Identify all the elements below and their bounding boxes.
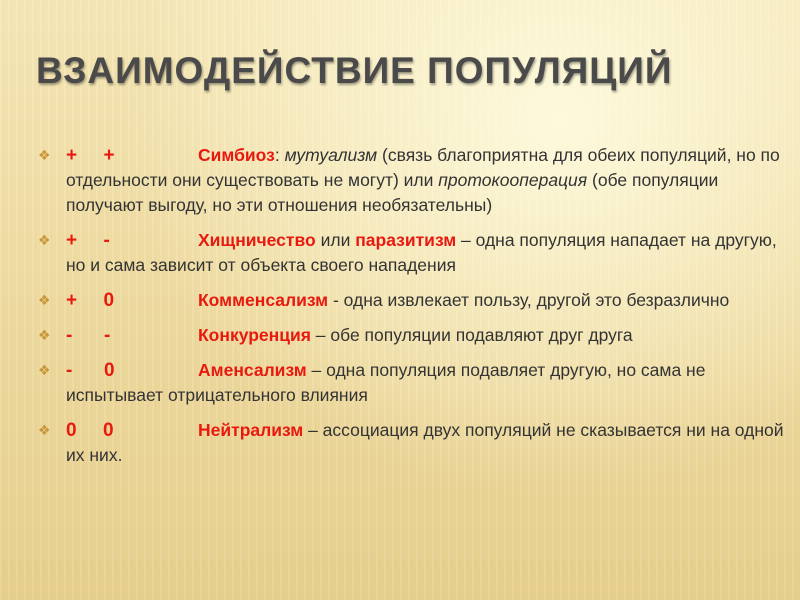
diamond-bullet-icon: ❖: [38, 147, 51, 163]
diamond-bullet-icon: ❖: [38, 292, 51, 308]
item-text: – ассоциация двух популяций не сказывается ни на одной их них.: [66, 420, 784, 465]
interaction-signs: + 0: [66, 290, 115, 311]
item-text: – обе популяции подавляют друг друга: [310, 325, 633, 345]
item-text: (связь благоприятна для обеих популяций, но по отдельности они существовать не могут) или: [66, 145, 780, 190]
diamond-bullet-icon: ❖: [38, 422, 51, 438]
interaction-signs: + -: [66, 230, 110, 251]
diamond-bullet-icon: ❖: [38, 232, 51, 248]
term-amensalism: Аменсализм: [198, 360, 307, 380]
item-text: – одна популяция подавляет другую, но сама не испытывает отрицательного влияния: [66, 360, 706, 405]
list-item-predation: [38, 228, 788, 278]
item-text: - одна извлекает пользу, другой это безразлично: [328, 290, 730, 310]
term-mutualism: мутуализм: [284, 145, 378, 165]
list-item-neutralism: [38, 418, 788, 468]
interaction-signs: - -: [66, 325, 111, 346]
list-item-competition: [38, 323, 788, 348]
term-protocooperation: протокооперация: [438, 170, 588, 190]
diamond-bullet-icon: ❖: [38, 327, 51, 343]
interaction-list: [38, 143, 788, 478]
interaction-signs: - 0: [66, 360, 115, 381]
slide-header: [36, 50, 776, 92]
interaction-signs: 0 0: [66, 420, 114, 441]
list-item-commensalism: [38, 288, 788, 313]
item-text: (обе популяции получают выгоду, но эти отношения необязательны): [66, 170, 719, 215]
list-item-symbiosis: [38, 143, 788, 218]
term-symbiosis: Симбиоз: [198, 145, 275, 165]
term-commensalism: Комменсализм: [198, 290, 329, 310]
item-text: – одна популяция нападает на другую, но и сама зависит от объекта своего нападения: [66, 230, 777, 275]
interaction-signs: + +: [66, 145, 115, 166]
term-parasitism: паразитизм: [355, 230, 457, 250]
diamond-bullet-icon: ❖: [38, 362, 51, 378]
item-text: :: [274, 145, 285, 165]
term-predation: Хищничество: [198, 230, 316, 250]
term-neutralism: Нейтрализм: [198, 420, 304, 440]
term-competition: Конкуренция: [198, 325, 311, 345]
slide-title: ВЗАИМОДЕЙСТВИЕ ПОПУЛЯЦИЙ: [36, 50, 673, 91]
item-text: или: [315, 230, 356, 250]
list-item-amensalism: [38, 358, 788, 408]
